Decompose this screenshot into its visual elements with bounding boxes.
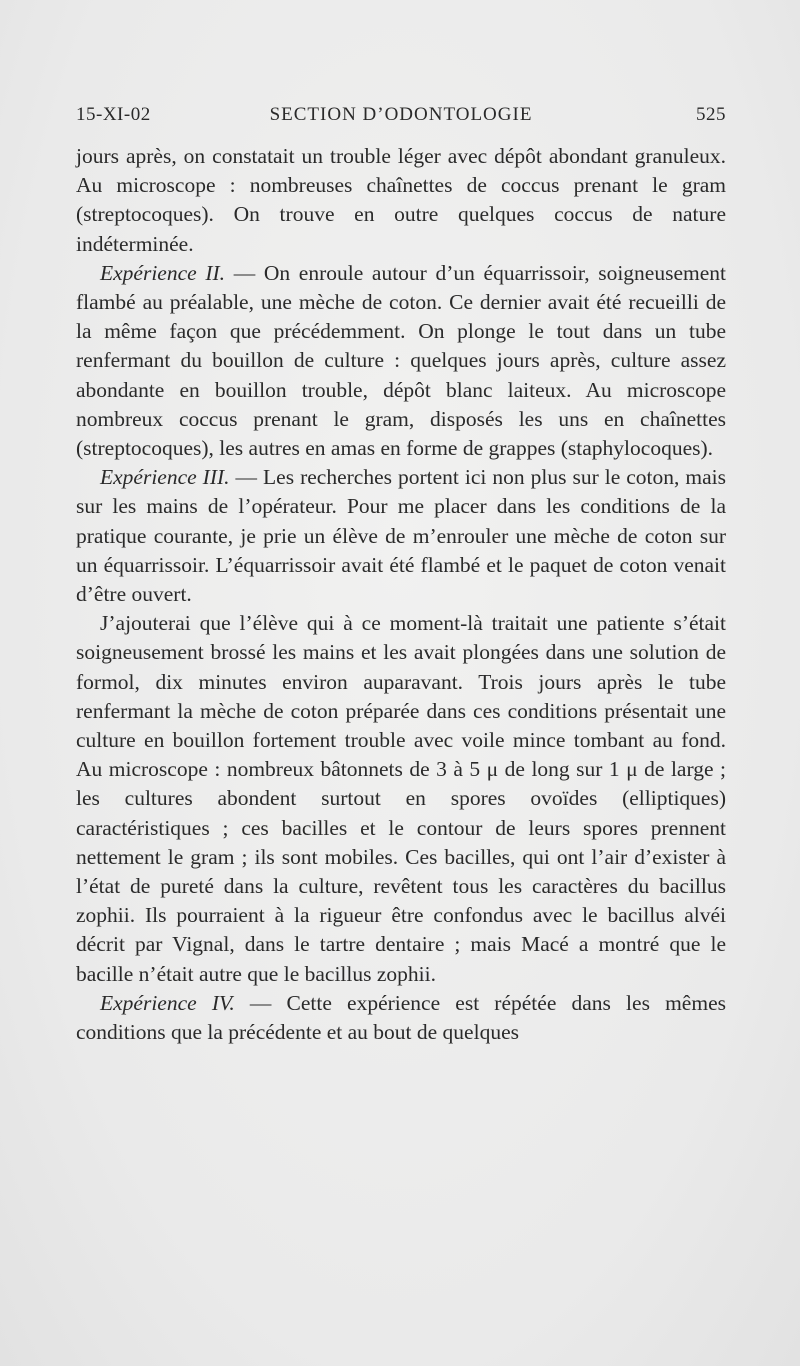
paragraph-text: jours après, on constatait un trouble léger avec dépôt abondant granuleux. Au microscope : nombreuses chaînettes de coccus prenant le gram (streptocoques). On trouve en outre quelques coccus de nature indéterminée.	[76, 144, 726, 256]
experience-heading: Expérience III.	[100, 465, 230, 490]
experience-heading: Expérience II.	[100, 260, 226, 285]
paragraph-observation	[76, 609, 726, 989]
header-page-number: 525	[696, 104, 726, 125]
paragraph-experience-4	[76, 989, 726, 1047]
paragraph-experience-3	[76, 463, 726, 609]
paragraph-text: — On enroule autour d’un équarrissoir, soigneusement flambé au préalable, une mèche de coton. Ce dernier avait été recueilli de la même façon que précédemment. On plonge le tout dans un tube renfermant du bouillon de culture : quelques jours après, culture assez abondante en bouillon trouble, dépôt blanc laiteux. Au microscope nombreux coccus prenant le gram, disposés les uns en chaînettes (streptocoques), les autres en amas en forme de grappes (staphylocoques).	[76, 260, 726, 461]
paragraph-text: J’ajouterai que l’élève qui à ce moment-là traitait une patiente s’était soigneusement brossé les mains et les avait plongées dans une solution de formol, dix minutes environ auparavant. Trois jours après le tube renfermant la mèche de coton préparée dans ces conditions présentait une culture en bouillon fortement trouble avec voile mince tombant au fond. Au microscope : nombreux bâtonnets de 3 à 5 μ de long sur 1 μ de large ; les cultures abondent surtout en spores ovoïdes (elliptiques) caractéristiques ; ces bacilles et le contour de leurs spores prennent nettement le gram ; ils sont mobiles. Ces bacilles, qui ont l’air d’exister à l’état de pureté dans la culture, revêtent tous les caractères du bacillus zophii. Ils pourraient à la rigueur être confondus avec le bacillus alvéi décrit par Vignal, dans le tartre dentaire ; mais Macé a montré que le bacille n’était autre que le bacillus zophii.	[76, 611, 726, 986]
paragraph-text: — Cette expérience est répétée dans les mêmes conditions que la précédente et au bout de quelques	[76, 990, 726, 1045]
paragraph-experience-2	[76, 259, 726, 463]
page-header	[76, 104, 726, 130]
paragraph-continuation	[76, 142, 726, 259]
body-text	[76, 142, 726, 1047]
header-date: 15-XI-02	[76, 104, 151, 125]
paragraph-text: — Les recherches portent ici non plus sur le coton, mais sur les mains de l’opérateur. Pour me placer dans les conditions de la pratique courante, je prie un élève de m’enrouler une mèche de coton sur un équarrissoir. L’équarrissoir avait été flambé et le paquet de coton venait d’être ouvert.	[76, 465, 726, 607]
header-section-title: SECTION D’ODONTOLOGIE	[269, 104, 533, 125]
experience-heading: Expérience IV.	[100, 990, 235, 1015]
